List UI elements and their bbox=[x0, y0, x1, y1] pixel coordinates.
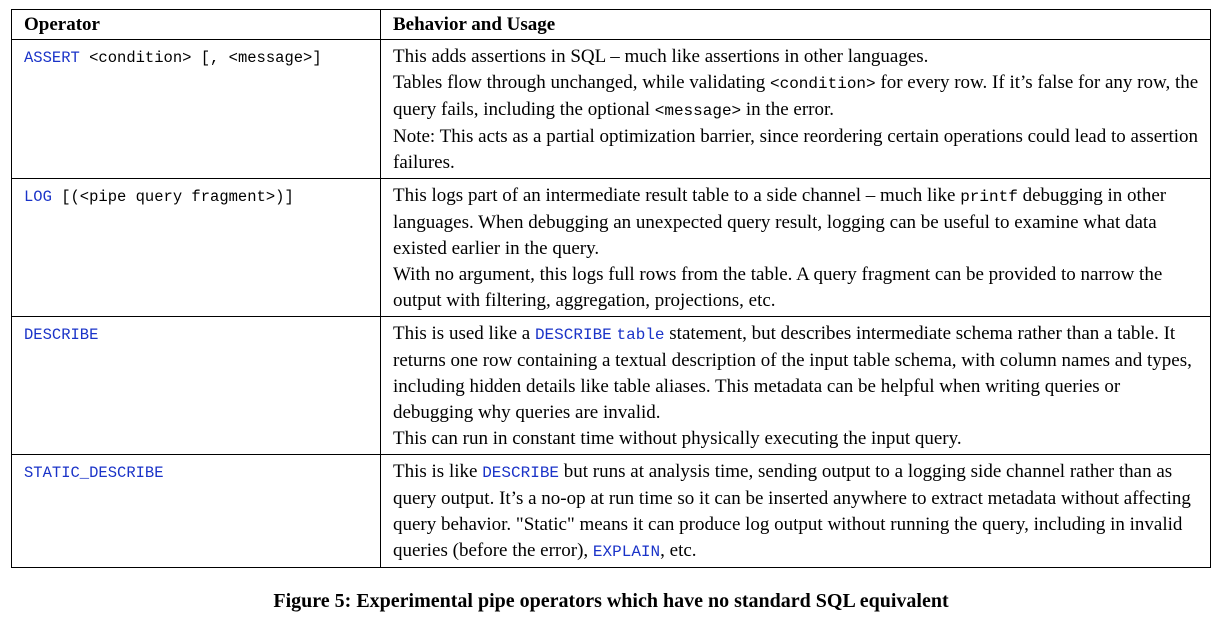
code-span: printf bbox=[960, 188, 1018, 206]
text-span: This is like bbox=[393, 461, 483, 482]
operator-keyword: ASSERT bbox=[24, 49, 80, 67]
table-row bbox=[12, 317, 1211, 455]
description-cell bbox=[381, 40, 1211, 179]
table-header-row bbox=[12, 10, 1211, 40]
description-cell bbox=[381, 179, 1211, 317]
code-keyword-span: DESCRIBE bbox=[534, 326, 612, 344]
text-span: This is used like a bbox=[393, 323, 535, 344]
code-span: <message> bbox=[654, 102, 742, 120]
text-span: , etc. bbox=[660, 540, 697, 561]
code-keyword-span: EXPLAIN bbox=[592, 543, 661, 561]
operator-keyword: DESCRIBE bbox=[24, 326, 99, 344]
table-row bbox=[12, 455, 1211, 568]
code-span: <condition> bbox=[770, 75, 876, 93]
header-behavior: Behavior and Usage bbox=[381, 10, 1211, 40]
text-span: This logs part of an intermediate result table to a side channel – much like bbox=[393, 185, 961, 206]
code-keyword-span: DESCRIBE bbox=[482, 464, 560, 482]
text-span: in the error. bbox=[741, 99, 835, 120]
text-span: statement, but describes intermediate schema rather than a table. It returns one row containing a textual description of the input table schema, with column names and types, including hidden details like table aliases. This metadata can be helpful when writing queries or debugging why queries are invalid. bbox=[393, 323, 1192, 423]
text-span: debugging in other languages. When debugging an unexpected query result, logging can be useful to examine what data existed earlier in the query. bbox=[393, 185, 1167, 259]
operators-table-container bbox=[11, 9, 1210, 568]
operator-args: <condition> [, <message>] bbox=[79, 49, 322, 67]
description-line: With no argument, this logs full rows from the table. A query fragment can be provided to narrow the output with filtering, aggregation, projections, etc. bbox=[393, 264, 1163, 311]
operator-cell bbox=[12, 317, 381, 455]
description-line bbox=[393, 459, 1200, 565]
description-line bbox=[393, 183, 1200, 262]
operators-table bbox=[11, 9, 1211, 568]
operator-keyword: LOG bbox=[24, 188, 52, 206]
description-line bbox=[393, 70, 1200, 124]
description-line: Note: This acts as a partial optimization barrier, since reordering certain operations could lead to assertion failures. bbox=[393, 126, 1199, 173]
operator-keyword: STATIC_DESCRIBE bbox=[24, 464, 164, 482]
figure-caption: Figure 5: Experimental pipe operators which have no standard SQL equivalent bbox=[273, 590, 949, 612]
table-row bbox=[12, 40, 1211, 179]
text-span: Tables flow through unchanged, while validating bbox=[393, 72, 770, 93]
operator-cell bbox=[12, 455, 381, 568]
description-cell bbox=[381, 317, 1211, 455]
text-span: for every row. If it’s false for any row, the query fails, including the optional bbox=[393, 72, 1199, 120]
code-keyword-span: table bbox=[616, 326, 665, 344]
description-cell bbox=[381, 455, 1211, 568]
operator-cell bbox=[12, 179, 381, 317]
operator-cell bbox=[12, 40, 381, 179]
description-line bbox=[393, 321, 1200, 426]
operator-args: [(<pipe query fragment>)] bbox=[51, 188, 294, 206]
description-line: This can run in constant time without physically executing the input query. bbox=[393, 428, 962, 449]
table-row bbox=[12, 179, 1211, 317]
description-line: This adds assertions in SQL – much like assertions in other languages. bbox=[393, 46, 929, 67]
header-operator: Operator bbox=[12, 10, 381, 40]
text-span: but runs at analysis time, sending output to a logging side channel rather than as query output. It’s a no-op at run time so it can be inserted anywhere to extract metadata without affecting query behavior. "Static" means it can produce log output without running the query, including in invalid queries (before the error), bbox=[393, 461, 1191, 561]
